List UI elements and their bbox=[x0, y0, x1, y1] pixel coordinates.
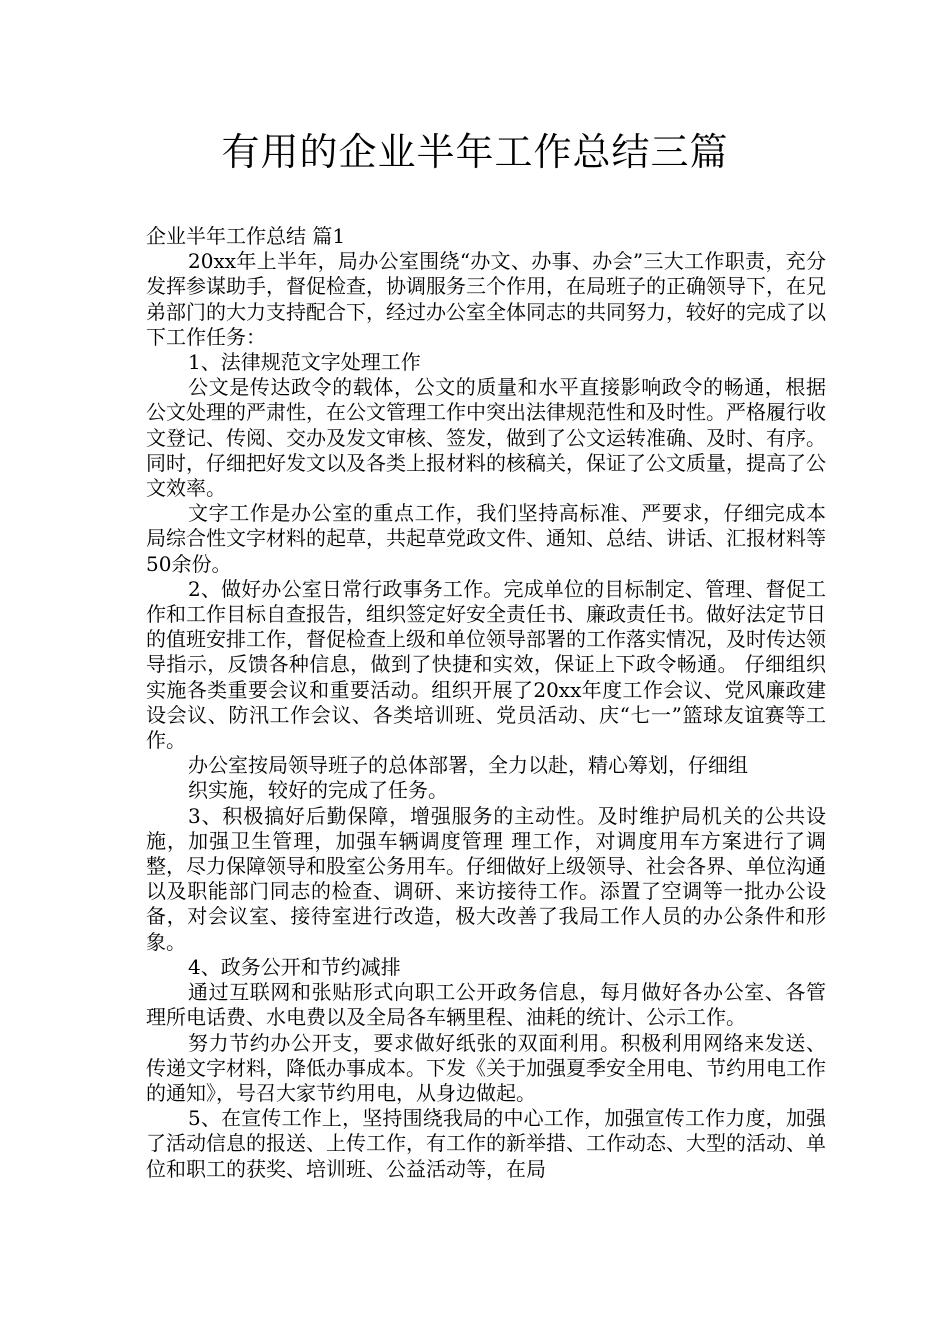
paragraph-item-5: 5、在宣传工作上，坚持围绕我局的中心工作，加强宣传工作力度，加强了活动信息的报送、上传工作，有工作的新举措、工作动态、大型的活动、单位和职工的获奖、培训班、公益活动等，在局 bbox=[146, 1106, 826, 1181]
section-heading: 企业半年工作总结 篇1 bbox=[146, 224, 346, 248]
item-heading-4: 4、政务公开和节约减排 bbox=[188, 954, 401, 979]
paragraph-public-affairs: 通过互联网和张贴形式向职工公开政务信息，每月做好各办公室、各管理所电话费、水电费以及全局各车辆里程、油耗的统计、公示工作。 bbox=[146, 980, 826, 1030]
paragraph-item-3: 3、积极搞好后勤保障，增强服务的主动性。及时维护局机关的公共设施，加强卫生管理，加强车辆调度管理 理工作，对调度用车方案进行了调整，尽力保障领导和股室公务用车。仔细做好上级领导、社会各界、单位沟通以及职能部门同志的检查、调研、来访接待工作。添置了空调等一批办公设备，对会议室、接待室进行改造，极大改善了我局工作人员的办公条件和形象。 bbox=[146, 803, 826, 954]
document-body bbox=[146, 224, 826, 1182]
paragraph-saving: 努力节约办公开支，要求做好纸张的双面利用。积极利用网络来发送、传递文字材料，降低办事成本。下发《关于加强夏季安全用电、节约用电工作的通知》，号召大家节约用电，从身边做起。 bbox=[146, 1030, 826, 1105]
paragraph-deployment-continued: 织实施，较好的完成了任务。 bbox=[188, 778, 448, 803]
paragraph-writing-work: 文字工作是办公室的重点工作，我们坚持高标准、严要求，仔细完成本局综合性文字材料的起草，共起草党政文件、通知、总结、讲话、汇报材料等50余份。 bbox=[146, 501, 826, 576]
document-title: 有用的企业半年工作总结三篇 bbox=[221, 130, 729, 174]
paragraph-official-documents: 公文是传达政令的载体，公文的质量和水平直接影响政令的畅通，根据公文处理的严肃性，在公文管理工作中突出法律规范性和及时性。严格履行收文登记、传阅、交办及发文审核、签发，做到了公文运转准确、及时、有序。同时，仔细把好发文以及各类上报材料的核稿关，保证了公文质量，提高了公文效率。 bbox=[146, 375, 826, 501]
paragraph-item-2: 2、做好办公室日常行政事务工作。完成单位的目标制定、管理、督促工作和工作目标自查报告，组织签定好安全责任书、廉政责任书。做好法定节日的值班安排工作，督促检查上级和单位领导部署的工作落实情况，及时传达领导指示，反馈各种信息，做到了快捷和实效，保证上下政令畅通。 仔细组织实施各类重要会议和重要活动。组织开展了20xx年度工作会议、党风廉政建设会议、防汛工作会议、各类培训班、党员活动、庆“七一”篮球友谊赛等工作。 bbox=[146, 576, 826, 753]
paragraph-deployment: 办公室按局领导班子的总体部署，全力以赴，精心筹划，仔细组 bbox=[188, 753, 748, 778]
item-heading-1: 1、法律规范文字处理工作 bbox=[188, 350, 421, 375]
paragraph-intro: 20xx年上半年，局办公室围绕“办文、办事、办会”三大工作职责，充分发挥参谋助手，督促检查，协调服务三个作用，在局班子的正确领导下，在兄弟部门的大力支持配合下，经过办公室全体同志的共同努力，较好的完成了以下工作任务： bbox=[146, 249, 826, 349]
